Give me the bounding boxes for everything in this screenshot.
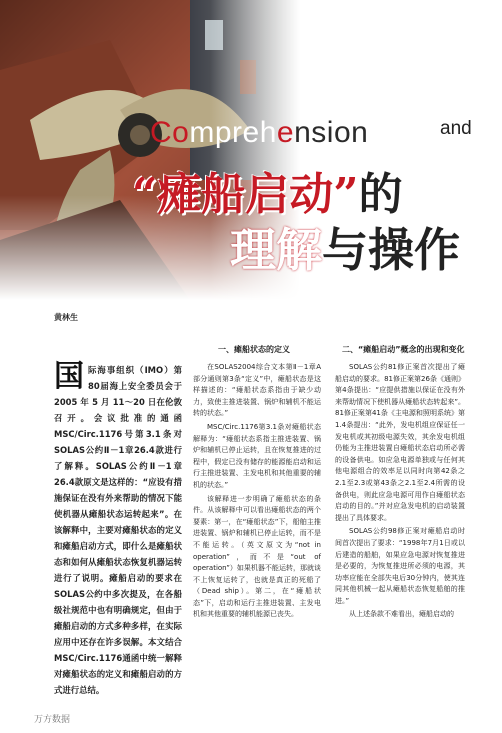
cn-title-li: 理 xyxy=(230,223,276,277)
definition-column xyxy=(193,362,321,623)
title-letters-nsion: nsion xyxy=(294,116,369,149)
cn-title-jie: 解 xyxy=(276,223,322,277)
drop-cap: 国 xyxy=(54,359,84,394)
definition-paragraph: MSC/Circ.1176第3.1条对瘫船状态解释为：“瘫船状态系指主推进装置、锅炉和辅机已停止运转，且在恢复推进的过程中，假定已没有储存的能源能启动和运行主推进装置、主发电机和其他重要的辅机的状态。” xyxy=(193,422,321,489)
intro-column xyxy=(54,359,182,698)
cn-title-line1 xyxy=(132,168,403,222)
title-letters-mpreh: mpreh xyxy=(189,116,277,149)
definition-paragraph: 该解释进一步明确了瘫船状态的条件。从该解释中可以看出瘫船状态的两个要素：第一，在“瘫船状态”下，船舶主推进装置、锅炉和辅机已停止运转，而不是不能运转。（英文原文为“not in operation”，而不是“out of operation”）如果机器不能运转，那就谈不上恢复运转了，也就是真正的死船了（Dead ship）。第二，在“瘫船状态”下，启动和运行主推进装置、主发电机和其他重要的辅机能源已丧失。 xyxy=(193,494,321,619)
cn-title-line2 xyxy=(230,222,460,278)
concept-paragraph: 从上述条款不难看出，瘫船启动的 xyxy=(349,610,454,619)
author-name: 黄林生 xyxy=(54,313,78,322)
english-title-and: and xyxy=(440,118,472,139)
title-letter-c: C xyxy=(150,116,173,149)
section-heading-concept: 二、“瘫船启动”概念的出现和变化 xyxy=(342,345,465,354)
title-letter-o: o xyxy=(172,116,190,149)
concept-paragraph: SOLAS公约81修正案首次提出了瘫船启动的要求。81修正案第26条《通则》第4条提出：“应提供措施以保证在没有外来帮助情况下使机器从瘫船状态转起来”。81修正案第41条《主电源和照明系统》第1.4条提出：“此外，发电机组应保证任一发电机或其初级电源失效，其余发电机组仍能为主推进装置自瘫船状态启动所必需的设备供电。如应急电源单独或与任何其他电源组合的效率足以同时向第42条之2.1至2.3或第43条之2.1至2.4所需的设备供电，则此应急电源可用作自瘫船状态启动的目的。”并对应急发电机的启动装置提出了具体要求。 xyxy=(335,363,465,522)
cn-title-de: 的 xyxy=(358,169,403,220)
section-heading-definition: 一、瘫船状态的定义 xyxy=(218,345,290,354)
english-title-comprehension xyxy=(150,116,368,150)
cn-title-yu-caozuo: 与操作 xyxy=(322,223,460,277)
footer-watermark: 万方数据 xyxy=(34,715,71,725)
concept-paragraph: SOLAS公约98修正案对瘫船启动时间首次提出了要求：“1998年7月1日或以后建造的船舶，如果应急电源对恢复推进是必要的，为恢复推进所必须的电源，其功率应能在全部失电后30分钟内，使其连同其他机械一起从瘫船状态恢复船舶的推进。” xyxy=(335,527,465,605)
definition-paragraph: 在SOLAS2004综合文本第Ⅱ－1章A部分通则第3条“定义”中，瘫船状态是这样描述的：“瘫船状态系指由于缺少动力，致使主推进装置、锅炉和辅机不能运转的状态。” xyxy=(193,363,321,418)
title-letter-e: e xyxy=(276,116,295,149)
hero-banner xyxy=(0,0,502,300)
intro-text: 际海事组织（IMO）第80届海上安全委员会于2005 年 5 月 11～20 日在伦敦召开。会议批准的通函MSC/Circ.1176号第3.1条对SOLAS公约Ⅱ－1章26.4款进行了解释。SOLAS公约Ⅱ－1章26.4款原文是这样的：“应设有措施保证在没有外来帮助的情况下能使机器从瘫船状态运转起来”。在该解释中，主要对瘫船状态的定义和瘫船启动方式，即什么是瘫船状态和如何从瘫船状态恢复机器运转进行了说明。瘫船启动的要求在SOLAS公约中多次提及，在各船级社规范中也有明确规定，但由于瘫船启动的方式多种多样，在实际应用中还存在许多误解。本文结合MSC/Circ.1176通函中统一解释对瘫船状态的定义和瘫船启动的方式进行总结。 xyxy=(54,365,182,695)
cn-title-quoted: “瘫船启动” xyxy=(132,169,359,220)
concept-column xyxy=(335,362,465,623)
